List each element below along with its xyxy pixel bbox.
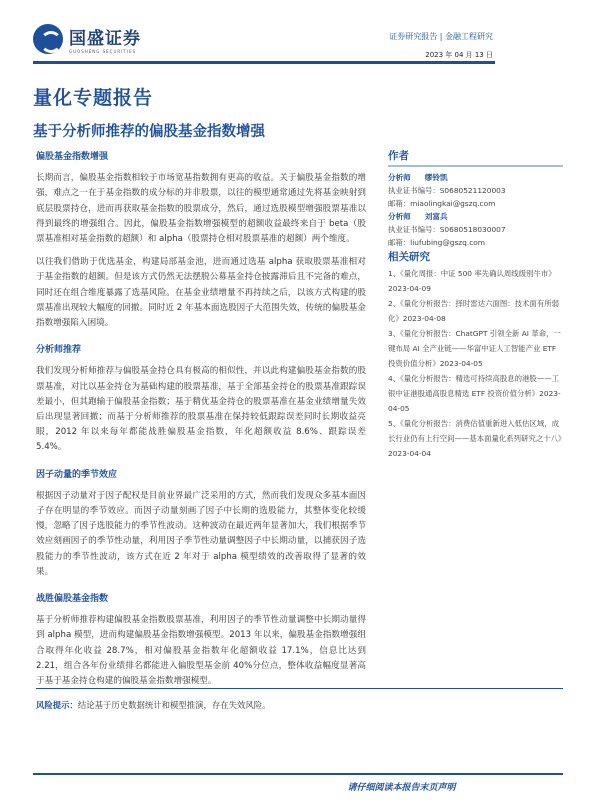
section-heading: 偏股基金指数增强 (36, 152, 109, 162)
header-divider (33, 61, 495, 64)
author-role: 分析师 (388, 212, 411, 221)
related-report-link[interactable]: 2、《量化分析报告：择时雷达六面图：技术面有所弱化》2023-04-08 (388, 299, 559, 323)
summary-column (36, 150, 366, 697)
risk-warning (36, 699, 271, 711)
risk-divider (36, 688, 563, 689)
author-name: 刘富兵 (424, 212, 448, 221)
author-license: 执业证书编号：S0680521120003 (388, 186, 506, 195)
header-meta (293, 31, 493, 60)
related-report-link[interactable]: 5、《量化分析报告：消费估值重新进入低估区域，成长行业仍有上行空间——基本面量化系列研究之十八》2023-04-04 (388, 419, 562, 458)
author-email[interactable]: 邮箱：liufubing@gszq.com (388, 238, 486, 247)
paragraph: 以往我们借助于优选基金，构建局部基金池，进而通过选基 alpha 获取股票基准相对于基金指数的超额。但是该方式仍然无法摆脱公募基金持仓披露滞后且不完备的难点，同时还在组合维度暴露了选基风险。在基金业绩增量不再持续之后，以该方式构建的股票基准出现较大幅度的回撤。同时近 2 年基本面选股因子大范围失效，传统的偏股基金指数增强陷入困境。 (36, 257, 366, 329)
section-heading: 因子动量的季节效应 (36, 469, 118, 480)
logo-icon (33, 24, 63, 54)
risk-label: 风险提示： (36, 700, 78, 710)
author-block (388, 210, 563, 249)
paragraph: 基于分析师推荐构建偏股基金指数股票基准，利用因子的季节性动量调整中长期动量得到 alpha 模型，进而构建偏股基金指数增强模型。2013 年以来，偏股基金指数增强组合取得年化收益 28.7%，相对偏股基金指数年化超额收益 17.1%，信息比达到 2.21，组合各年份业绩排名都能进入偏股型基金前 40%分位点，整体收益幅度显著高于基于基金持仓构建的偏股基金指数增强模型。 (36, 615, 366, 687)
company-logo (33, 24, 141, 54)
sidebar (388, 150, 563, 461)
related-report-link[interactable]: 1、《量化周报：中证 500 率先确认周线级别牛市》2023-04-09 (388, 269, 556, 293)
section-heading: 分析师推荐 (36, 345, 82, 356)
report-category: 证券研究报告 | 金融工程研究 (389, 32, 493, 41)
report-type-title: 量化专题报告 (33, 87, 154, 109)
paragraph: 长期而言，偏股基金指数相较于市场宽基指数拥有更高的收益。关于偏股基金指数的增强，难点之一在于基金指数的成分标的并非股票，以往的模型通常通过先将基金映射到底层股票持仓，进而再获取基金指数的股票成分，然后，通过选股模型增强股票基准以得到最终的增强组合。因此，偏股基金指数增强模型的超额收益最终来自于 beta（股票基准相对基金指数的超额）和 alpha（股票持仓相对股票基准的超额）两个维度。 (36, 173, 366, 245)
author-block (388, 171, 563, 210)
report-date: 2023 年 04 月 13 日 (425, 51, 493, 59)
logo-english: GUOSHENG SECURITIES (69, 49, 137, 54)
author-name: 缪铃凯 (424, 173, 448, 182)
paragraph: 我们发现分析师推荐与偏股基金持仓具有极高的相似性，并以此构建偏股基金指数的股票基准，对比以基金持仓为基础构建的股票基准，基于全部基金持仓的股票基准跟踪误差最小，但其跑输于偏股基金指数；基于精优基金持仓的股票基准在基金业绩增量失效后出现显著回撤；而基于分析师推荐的股票基准在保持较低跟踪误差同时长期收益亮眼，2012 年以来每年都能战胜偏股基金指数，年化超额收益 8.6%、跟踪误差 5.4%。 (36, 366, 366, 453)
authors-heading: 作者 (388, 150, 409, 162)
section-heading: 战胜偏股基金指数 (36, 594, 109, 605)
related-report-link[interactable]: 4、《量化分析报告：精选可持续高股息的港股——工银中证港股通高股息精选 ETF 投资价值分析》2023-04-05 (388, 374, 561, 413)
author-license: 执业证书编号：S0680518030007 (388, 225, 506, 234)
paragraph: 根据因子动量对于因子配权是目前业界最广泛采用的方式，然而我们发现众多基本面因子存在明显的季节效应。而因子动量刻画了因子中长期的选股能力，其整体变化较缓慢，忽略了因子选股能力的季节性波动。这种波动在最近两年显著加大，我们根据季节效应刻画因子的季节性动量，利用因子季节性动量调整因子中长期动量，以捕获因子选股能力的季节性波动，该方式在近 2 年对于 alpha 模型绩效的改善取得了显著的效果。 (36, 490, 366, 577)
author-email[interactable]: 邮箱：miaolingkai@gszq.com (388, 199, 496, 208)
sidebar-divider (388, 165, 563, 167)
author-role: 分析师 (388, 173, 411, 182)
risk-text: 结论基于历史数据统计和模型推演，存在失效风险。 (77, 700, 271, 710)
report-title: 基于分析师推荐的偏股基金指数增强 (33, 124, 265, 140)
logo-name: 国盛证券 (69, 29, 141, 49)
related-research-heading: 相关研究 (388, 251, 430, 263)
related-report-link[interactable]: 3、《量化分析报告：ChatGPT 引领全新 AI 革命，一键布局 AI 全产业链——华富中证人工智能产业 ETF 投资价值分析》2023-04-05 (388, 329, 561, 368)
footer-disclaimer: 请仔细阅读本报告末页声明 (347, 783, 456, 793)
footer-divider (33, 773, 563, 775)
